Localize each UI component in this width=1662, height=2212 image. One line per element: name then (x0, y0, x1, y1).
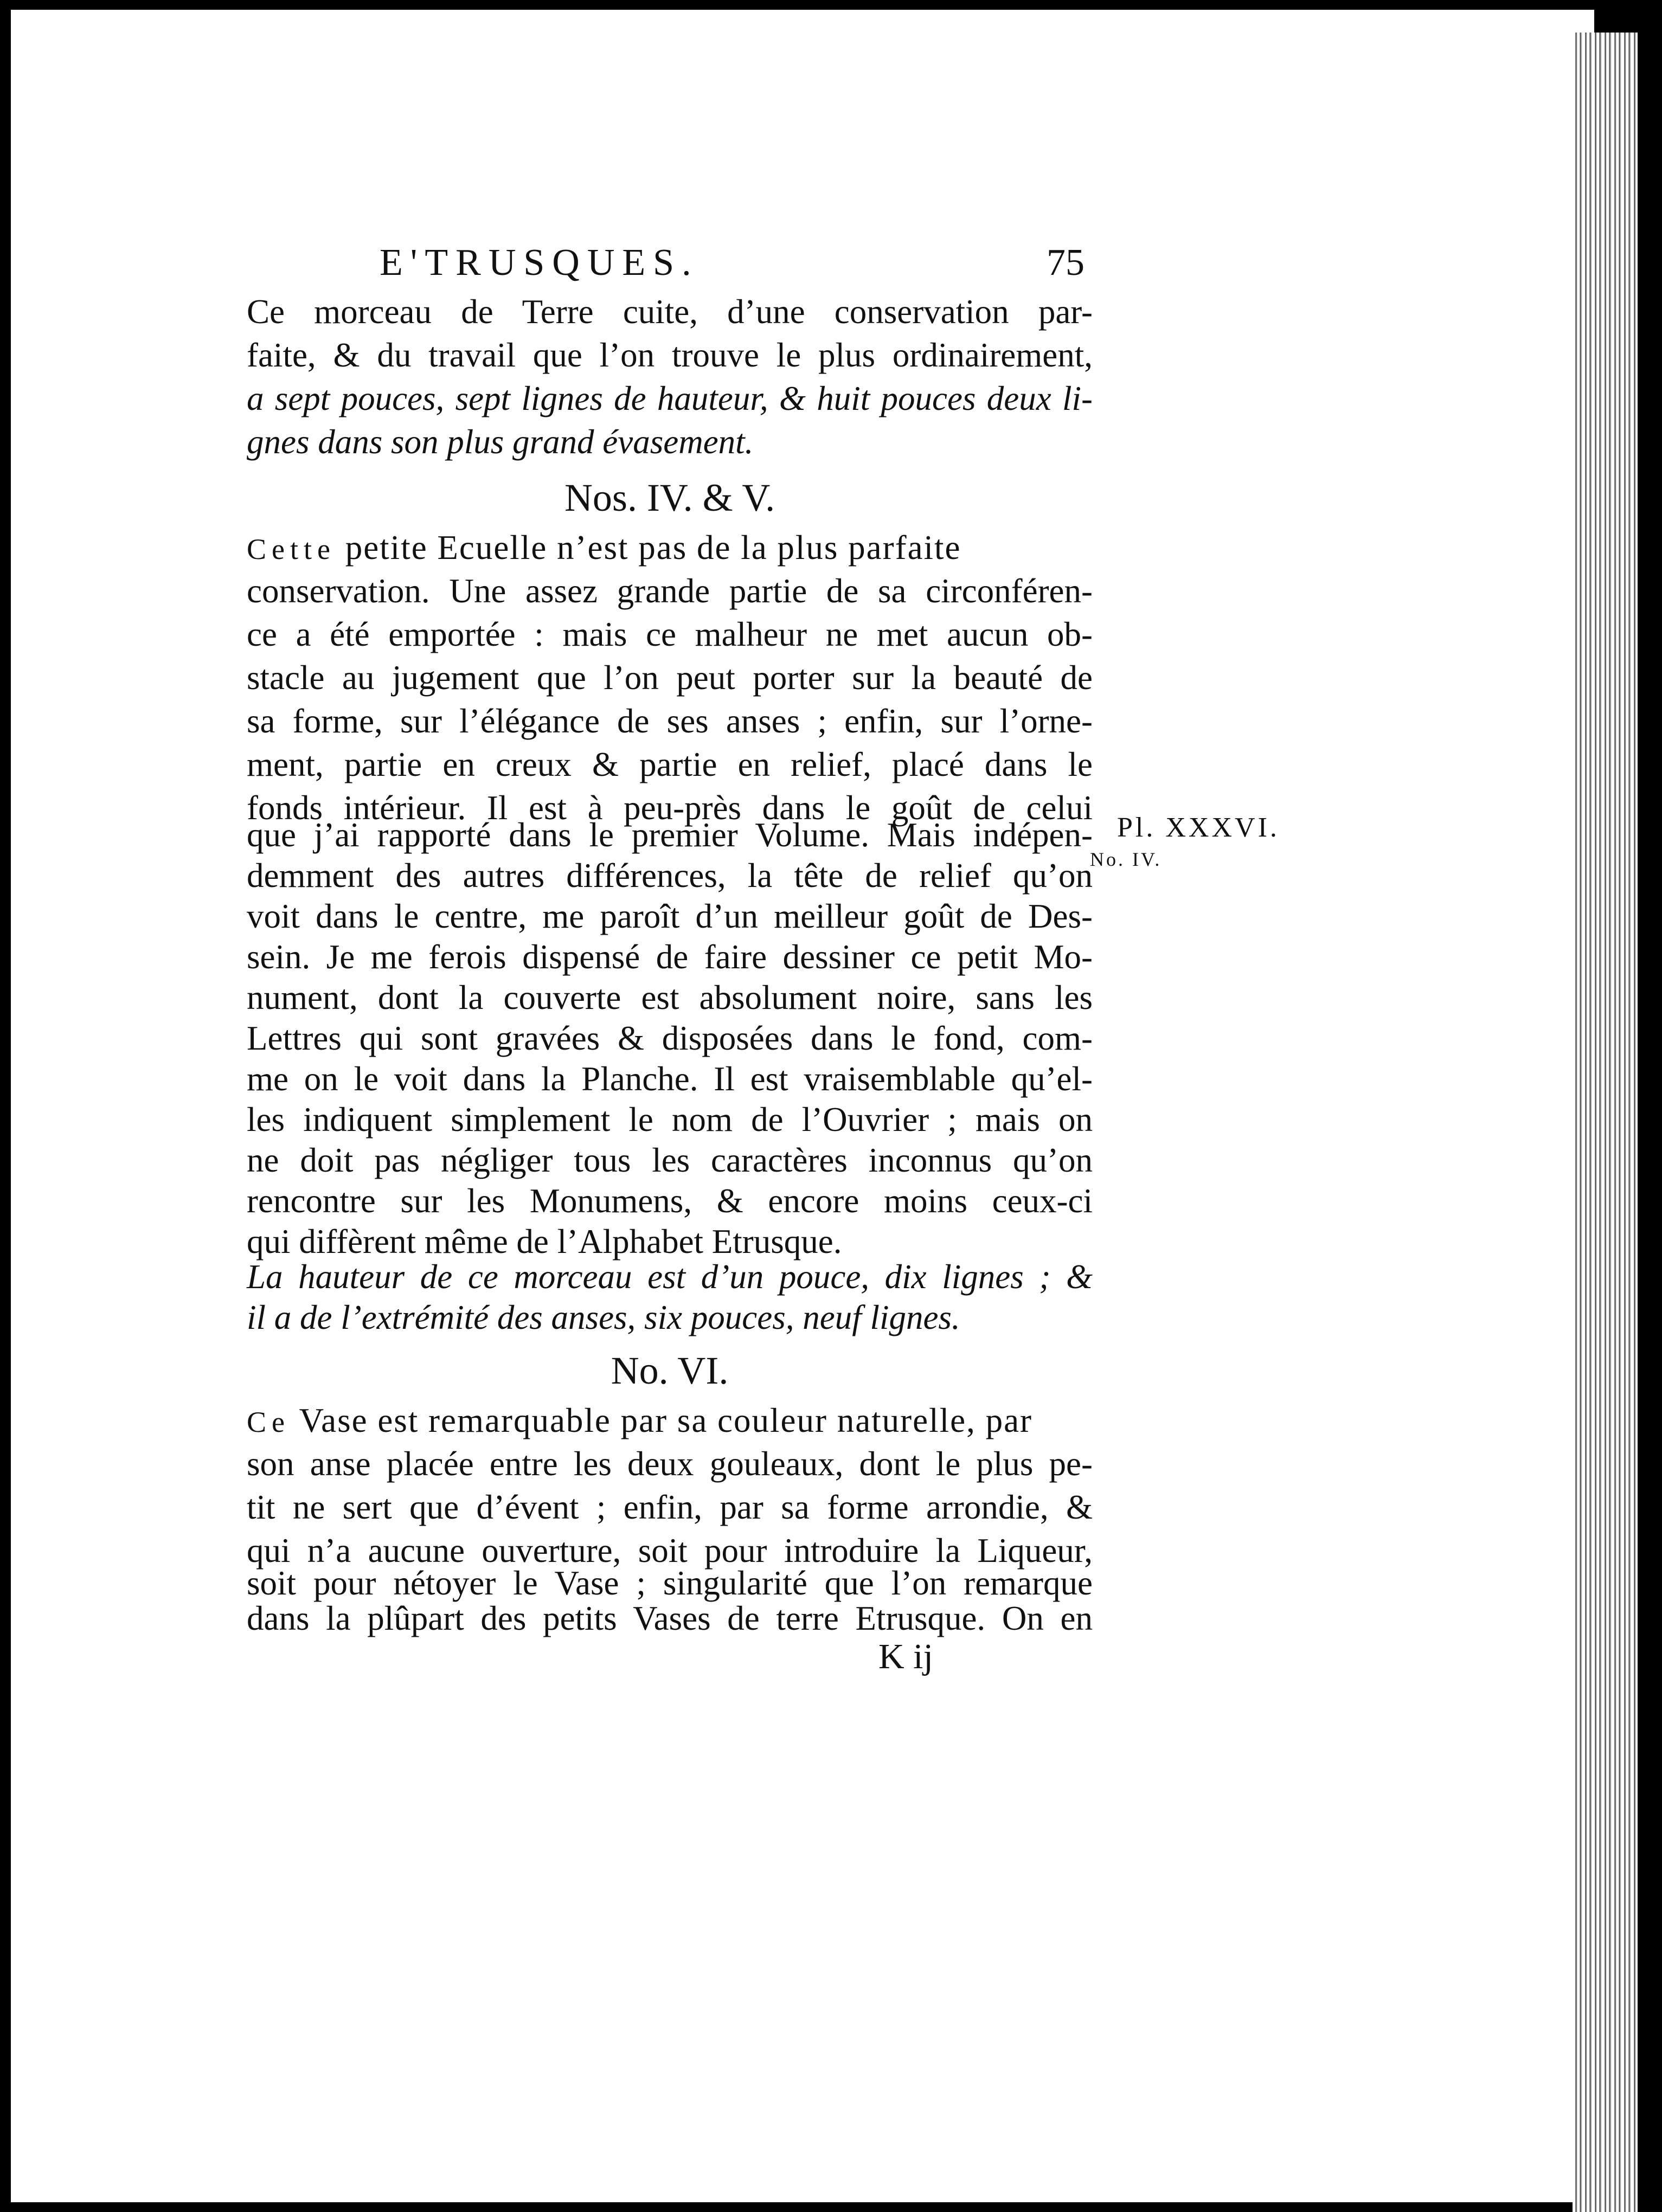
text-line: gnes dans son plus grand évasement. (247, 423, 754, 461)
paragraph-opening (247, 526, 961, 571)
text-line: stacle au jugement que l’on peut porter sur la beauté de (247, 659, 1093, 697)
text-line: dans la plûpart des petits Vases de terre Etrusque. On en (247, 1599, 1093, 1637)
text-line: son anse placée entre les deux gouleaux, dont le plus pe- (247, 1445, 1093, 1483)
text-line (247, 1399, 1093, 1442)
text-line: les indiquent simplement le nom de l’Ouvrier ; mais on (247, 1101, 1093, 1139)
marginal-plate-reference: Pl. XXXVI. (1117, 812, 1280, 843)
text-line: nument, dont la couverte est absolument noire, sans les (247, 979, 1093, 1017)
text-line: La hauteur de ce morceau est d’un pouce, dix lignes ; & (247, 1258, 1093, 1296)
section-heading: Nos. IV. & V. (564, 476, 775, 519)
page-number: 75 (1047, 242, 1085, 284)
text-line: voit dans le centre, me paroît d’un meilleur goût de Des- (247, 897, 1093, 935)
text-line: Ce morceau de Terre cuite, d’une conservation par- (247, 293, 1093, 331)
marginal-number-reference: No. IV. (1090, 848, 1162, 870)
text-line: que j’ai rapporté dans le premier Volume. Mais indépen- (247, 816, 1093, 854)
text-line: a sept pouces, sept lignes de hauteur, & huit pouces deux li- (247, 380, 1093, 417)
text-line (247, 526, 1093, 569)
text-line: sa forme, sur l’élégance de ses anses ; enfin, sur l’orne- (247, 702, 1093, 740)
text-line: fonds intérieur. Il est à peu-près dans le goût de celui (247, 789, 1093, 827)
running-title: E'TRUSQUES. (380, 242, 699, 284)
text-line: Lettres qui sont gravées & disposées dans le fond, com- (247, 1019, 1093, 1057)
text-line: me on le voit dans la Planche. Il est vraisemblable qu’el- (247, 1060, 1093, 1098)
paragraph-opening (247, 1399, 1032, 1444)
text-line: qui n’a aucune ouverture, soit pour introduire la Liqueur, (247, 1532, 1093, 1570)
section-heading: No. VI. (611, 1349, 729, 1392)
signature-mark: K ij (878, 1637, 933, 1676)
small-caps-opening: Cette (247, 533, 336, 565)
opening-line-text: Vase est remarquable par sa couleur naturelle, par (290, 1401, 1033, 1439)
book-edge (1573, 33, 1638, 2212)
opening-line-text: petite Ecuelle n’est pas de la plus parfaite (335, 529, 961, 567)
text-line: il a de l’extrémité des anses, six pouces, neuf lignes. (247, 1298, 960, 1336)
text-line: demment des autres différences, la tête de relief qu’on (247, 857, 1093, 895)
text-line: qui diffèrent même de l’Alphabet Etrusque. (247, 1223, 842, 1261)
text-line: sein. Je me ferois dispensé de faire dessiner ce petit Mo- (247, 938, 1093, 976)
small-caps-opening: Ce (247, 1406, 290, 1438)
book-edge-shadow (1638, 0, 1662, 2212)
text-line: conservation. Une assez grande partie de sa circonféren- (247, 572, 1093, 610)
text-line: faite, & du travail que l’on trouve le plus ordinairement, (247, 336, 1093, 374)
text-line: ne doit pas négliger tous les caractères inconnus qu’on (247, 1141, 1093, 1179)
text-line: rencontre sur les Monumens, & encore moins ceux-ci (247, 1182, 1093, 1220)
text-line: soit pour nétoyer le Vase ; singularité que l’on remarque (247, 1564, 1093, 1602)
text-line: ment, partie en creux & partie en relief, placé dans le (247, 745, 1093, 783)
text-line: ce a été emportée : mais ce malheur ne met aucun ob- (247, 615, 1093, 653)
text-line: tit ne sert que d’évent ; enfin, par sa forme arrondie, & (247, 1488, 1093, 1526)
